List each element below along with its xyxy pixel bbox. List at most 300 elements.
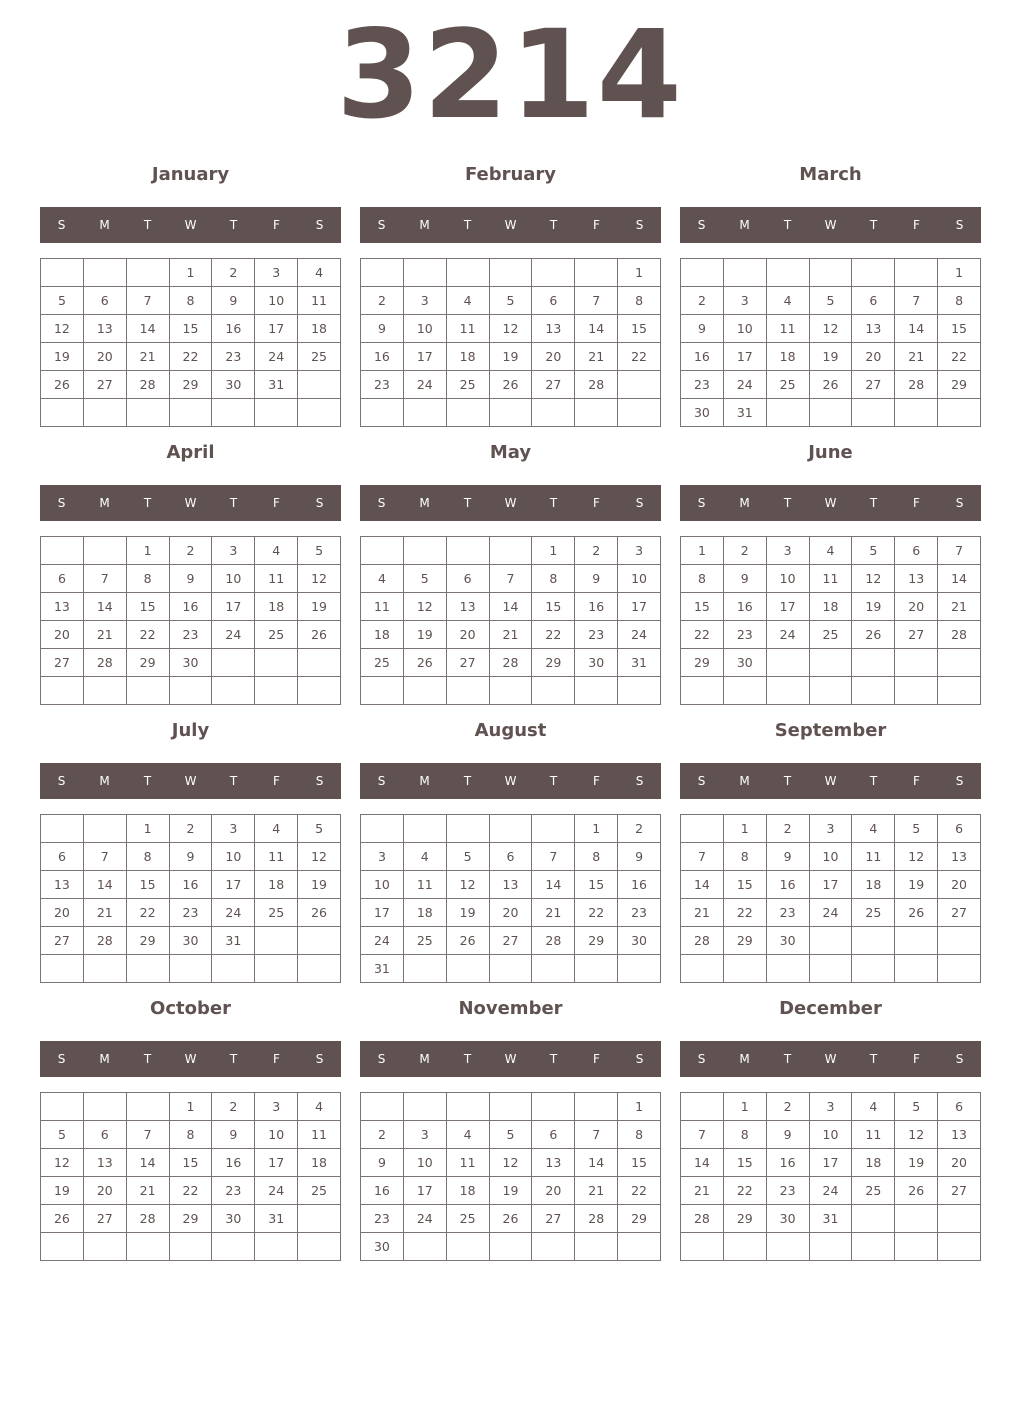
day-cell: 18 <box>810 593 853 621</box>
day-cell: 18 <box>852 1149 895 1177</box>
day-cell <box>532 1233 575 1261</box>
day-cell <box>532 815 575 843</box>
day-cell: 25 <box>852 899 895 927</box>
day-cell: 13 <box>532 315 575 343</box>
day-cell <box>490 399 533 427</box>
weekday-label: M <box>419 774 430 788</box>
day-cell: 25 <box>852 1177 895 1205</box>
day-cell <box>298 371 341 399</box>
day-cell: 13 <box>447 593 490 621</box>
day-cell: 22 <box>170 343 213 371</box>
weekday-label: T <box>463 496 472 510</box>
day-cell: 17 <box>404 1177 447 1205</box>
day-cell: 11 <box>447 315 490 343</box>
day-cell <box>681 1093 724 1121</box>
day-cell: 31 <box>724 399 767 427</box>
day-cell <box>938 677 981 705</box>
day-cell: 4 <box>447 1121 490 1149</box>
weekday-label: F <box>593 774 600 788</box>
day-cell <box>618 677 661 705</box>
day-cell <box>41 259 84 287</box>
day-cell <box>852 259 895 287</box>
month-title: July <box>171 720 210 741</box>
day-cell: 22 <box>575 899 618 927</box>
day-cell: 19 <box>41 1177 84 1205</box>
day-cell: 22 <box>618 343 661 371</box>
day-cell: 6 <box>532 1121 575 1149</box>
day-cell: 8 <box>170 1121 213 1149</box>
day-cell: 3 <box>810 1093 853 1121</box>
day-cell: 24 <box>404 371 447 399</box>
day-grid <box>360 1092 661 1261</box>
year-title: 3214 <box>336 4 684 146</box>
day-cell <box>298 1205 341 1233</box>
weekday-label: M <box>739 1052 750 1066</box>
weekday-label: S <box>697 218 706 232</box>
day-cell <box>447 399 490 427</box>
day-cell: 7 <box>938 537 981 565</box>
day-cell: 2 <box>170 537 213 565</box>
weekday-label: T <box>229 774 238 788</box>
day-cell: 17 <box>810 1149 853 1177</box>
weekday-label: S <box>57 774 66 788</box>
month-title: August <box>474 720 547 741</box>
weekday-label: W <box>184 774 197 788</box>
weekday-label: M <box>739 496 750 510</box>
weekday-label: S <box>377 774 386 788</box>
day-cell <box>724 259 767 287</box>
day-cell: 14 <box>681 1149 724 1177</box>
day-cell: 14 <box>490 593 533 621</box>
day-cell: 20 <box>41 899 84 927</box>
day-cell <box>41 955 84 983</box>
weekday-label: T <box>783 774 792 788</box>
day-cell <box>810 259 853 287</box>
weekday-label: T <box>229 1052 238 1066</box>
day-cell <box>681 955 724 983</box>
day-cell <box>127 1093 170 1121</box>
day-cell <box>298 399 341 427</box>
day-cell <box>447 259 490 287</box>
day-cell <box>618 371 661 399</box>
day-cell: 12 <box>895 843 938 871</box>
day-cell <box>404 1233 447 1261</box>
weekday-label: T <box>549 1052 558 1066</box>
day-cell: 15 <box>170 315 213 343</box>
day-cell: 2 <box>724 537 767 565</box>
day-cell: 7 <box>490 565 533 593</box>
day-cell: 10 <box>810 843 853 871</box>
day-cell: 31 <box>810 1205 853 1233</box>
day-cell: 27 <box>84 371 127 399</box>
day-cell: 17 <box>724 343 767 371</box>
day-cell: 3 <box>767 537 810 565</box>
day-cell: 15 <box>618 1149 661 1177</box>
day-cell: 9 <box>212 287 255 315</box>
day-cell: 18 <box>447 343 490 371</box>
day-cell <box>41 537 84 565</box>
day-cell <box>767 649 810 677</box>
day-cell: 27 <box>490 927 533 955</box>
day-cell: 22 <box>681 621 724 649</box>
day-cell: 15 <box>618 315 661 343</box>
day-cell <box>681 259 724 287</box>
day-cell: 26 <box>298 621 341 649</box>
weekday-label: S <box>635 1052 644 1066</box>
day-cell <box>490 1093 533 1121</box>
day-cell: 20 <box>84 343 127 371</box>
day-cell: 23 <box>170 899 213 927</box>
day-cell: 7 <box>84 565 127 593</box>
day-cell: 24 <box>810 899 853 927</box>
weekday-label: T <box>229 218 238 232</box>
day-cell: 11 <box>298 1121 341 1149</box>
day-cell <box>84 677 127 705</box>
day-cell <box>575 259 618 287</box>
day-cell: 28 <box>127 371 170 399</box>
day-cell: 30 <box>767 927 810 955</box>
day-cell: 26 <box>41 1205 84 1233</box>
day-cell: 24 <box>361 927 404 955</box>
day-cell: 14 <box>681 871 724 899</box>
day-cell <box>618 399 661 427</box>
day-cell: 6 <box>852 287 895 315</box>
day-cell: 9 <box>767 843 810 871</box>
day-cell: 7 <box>575 1121 618 1149</box>
day-cell <box>255 927 298 955</box>
day-cell: 29 <box>127 649 170 677</box>
day-cell: 15 <box>127 593 170 621</box>
day-cell: 3 <box>404 1121 447 1149</box>
day-cell: 10 <box>724 315 767 343</box>
day-cell: 1 <box>532 537 575 565</box>
day-cell: 27 <box>938 899 981 927</box>
weekday-label: F <box>593 1052 600 1066</box>
day-cell: 1 <box>575 815 618 843</box>
day-cell: 20 <box>938 871 981 899</box>
day-cell: 12 <box>41 1149 84 1177</box>
day-cell: 1 <box>618 1093 661 1121</box>
day-cell: 17 <box>810 871 853 899</box>
day-grid <box>40 536 341 705</box>
day-cell: 21 <box>127 1177 170 1205</box>
day-grid <box>40 1092 341 1261</box>
day-cell <box>490 677 533 705</box>
weekday-label: W <box>504 1052 517 1066</box>
day-cell <box>361 815 404 843</box>
day-cell <box>938 955 981 983</box>
day-cell: 14 <box>127 1149 170 1177</box>
day-cell: 2 <box>767 815 810 843</box>
day-cell: 21 <box>490 621 533 649</box>
day-cell: 21 <box>532 899 575 927</box>
weekday-label: W <box>824 774 837 788</box>
day-cell: 24 <box>767 621 810 649</box>
day-cell: 29 <box>938 371 981 399</box>
weekday-label: M <box>739 218 750 232</box>
day-cell: 12 <box>41 315 84 343</box>
day-cell: 8 <box>724 1121 767 1149</box>
day-cell: 20 <box>532 1177 575 1205</box>
day-cell: 23 <box>212 343 255 371</box>
weekday-label: S <box>635 218 644 232</box>
day-cell: 23 <box>618 899 661 927</box>
day-cell <box>127 677 170 705</box>
day-cell <box>255 677 298 705</box>
day-cell <box>575 677 618 705</box>
day-cell <box>852 399 895 427</box>
day-cell: 17 <box>361 899 404 927</box>
day-cell: 9 <box>170 565 213 593</box>
day-cell: 31 <box>618 649 661 677</box>
day-cell <box>298 1233 341 1261</box>
weekday-label: M <box>99 218 110 232</box>
day-cell: 19 <box>490 343 533 371</box>
day-cell: 25 <box>298 1177 341 1205</box>
day-cell: 16 <box>575 593 618 621</box>
day-cell: 19 <box>41 343 84 371</box>
day-cell <box>84 399 127 427</box>
day-cell <box>767 399 810 427</box>
day-grid <box>40 814 341 983</box>
day-cell: 18 <box>298 315 341 343</box>
day-cell: 26 <box>895 899 938 927</box>
weekday-label: T <box>463 1052 472 1066</box>
day-cell: 18 <box>404 899 447 927</box>
weekday-label: S <box>635 496 644 510</box>
day-cell: 14 <box>84 593 127 621</box>
day-cell: 29 <box>170 1205 213 1233</box>
weekday-label: W <box>504 218 517 232</box>
day-cell: 18 <box>298 1149 341 1177</box>
day-cell: 3 <box>212 815 255 843</box>
day-cell <box>361 399 404 427</box>
day-cell: 15 <box>170 1149 213 1177</box>
weekday-label: W <box>184 1052 197 1066</box>
day-cell: 8 <box>618 287 661 315</box>
day-cell: 26 <box>810 371 853 399</box>
weekday-header <box>40 1041 341 1077</box>
weekday-label: F <box>593 496 600 510</box>
day-cell: 2 <box>212 1093 255 1121</box>
day-cell: 18 <box>255 593 298 621</box>
day-cell: 22 <box>127 621 170 649</box>
day-cell: 30 <box>170 649 213 677</box>
day-cell: 11 <box>298 287 341 315</box>
day-cell: 22 <box>724 1177 767 1205</box>
day-cell <box>895 1205 938 1233</box>
weekday-label: T <box>143 496 152 510</box>
weekday-header <box>680 207 981 243</box>
day-cell: 29 <box>532 649 575 677</box>
day-cell: 10 <box>255 1121 298 1149</box>
day-cell: 1 <box>170 259 213 287</box>
day-cell: 12 <box>447 871 490 899</box>
weekday-label: S <box>377 496 386 510</box>
day-cell: 21 <box>938 593 981 621</box>
weekday-label: S <box>697 774 706 788</box>
day-cell: 27 <box>852 371 895 399</box>
day-cell <box>170 1233 213 1261</box>
day-cell <box>767 677 810 705</box>
day-cell: 10 <box>255 287 298 315</box>
day-cell <box>490 537 533 565</box>
day-cell: 11 <box>361 593 404 621</box>
day-cell <box>895 927 938 955</box>
day-cell <box>532 259 575 287</box>
day-cell: 3 <box>255 1093 298 1121</box>
day-cell: 5 <box>447 843 490 871</box>
day-cell: 8 <box>618 1121 661 1149</box>
weekday-label: F <box>593 218 600 232</box>
day-cell <box>938 399 981 427</box>
day-cell <box>575 1233 618 1261</box>
month-title: October <box>150 998 231 1019</box>
day-cell: 28 <box>575 371 618 399</box>
day-cell <box>938 649 981 677</box>
day-cell: 14 <box>575 1149 618 1177</box>
month-title: March <box>799 164 862 185</box>
day-cell <box>212 399 255 427</box>
day-cell <box>404 815 447 843</box>
day-cell: 2 <box>361 1121 404 1149</box>
day-cell: 27 <box>41 927 84 955</box>
month-title: February <box>464 164 557 185</box>
day-cell: 24 <box>255 343 298 371</box>
day-cell: 18 <box>255 871 298 899</box>
day-cell <box>84 259 127 287</box>
weekday-label: T <box>783 496 792 510</box>
day-cell: 13 <box>490 871 533 899</box>
day-cell: 16 <box>212 1149 255 1177</box>
day-cell: 10 <box>404 315 447 343</box>
weekday-header <box>360 485 661 521</box>
day-cell: 26 <box>298 899 341 927</box>
month-title: May <box>489 442 532 463</box>
weekday-label: F <box>273 1052 280 1066</box>
day-cell: 26 <box>852 621 895 649</box>
day-cell <box>127 1233 170 1261</box>
weekday-label: F <box>273 218 280 232</box>
day-cell: 2 <box>361 287 404 315</box>
day-cell: 5 <box>41 1121 84 1149</box>
day-cell: 8 <box>127 565 170 593</box>
day-cell: 21 <box>84 621 127 649</box>
day-cell: 26 <box>490 1205 533 1233</box>
day-cell <box>212 955 255 983</box>
month-title: January <box>151 164 230 185</box>
day-cell: 21 <box>895 343 938 371</box>
day-cell <box>361 1093 404 1121</box>
day-cell: 24 <box>810 1177 853 1205</box>
day-cell <box>681 815 724 843</box>
weekday-label: M <box>419 1052 430 1066</box>
day-cell: 28 <box>681 927 724 955</box>
month-title: December <box>779 998 882 1019</box>
day-cell: 21 <box>575 1177 618 1205</box>
day-cell <box>810 399 853 427</box>
day-cell: 12 <box>490 315 533 343</box>
day-cell <box>895 259 938 287</box>
weekday-label: M <box>419 496 430 510</box>
day-cell <box>575 955 618 983</box>
day-cell: 29 <box>127 927 170 955</box>
day-cell: 6 <box>84 1121 127 1149</box>
day-cell: 20 <box>532 343 575 371</box>
day-cell: 19 <box>810 343 853 371</box>
day-cell: 11 <box>767 315 810 343</box>
day-cell: 4 <box>255 537 298 565</box>
day-cell: 9 <box>681 315 724 343</box>
day-cell: 23 <box>212 1177 255 1205</box>
day-cell <box>127 399 170 427</box>
day-cell: 30 <box>212 371 255 399</box>
day-cell: 29 <box>618 1205 661 1233</box>
day-cell: 11 <box>255 843 298 871</box>
day-cell: 1 <box>127 815 170 843</box>
day-cell: 21 <box>127 343 170 371</box>
day-cell: 30 <box>575 649 618 677</box>
day-cell: 29 <box>170 371 213 399</box>
day-cell: 16 <box>361 343 404 371</box>
day-cell: 15 <box>724 871 767 899</box>
day-cell: 24 <box>255 1177 298 1205</box>
day-cell: 28 <box>84 927 127 955</box>
day-cell: 30 <box>170 927 213 955</box>
weekday-label: T <box>869 774 878 788</box>
day-cell: 7 <box>575 287 618 315</box>
day-cell: 15 <box>724 1149 767 1177</box>
day-cell <box>938 1205 981 1233</box>
weekday-label: S <box>57 218 66 232</box>
day-cell: 2 <box>618 815 661 843</box>
day-cell <box>852 649 895 677</box>
day-cell: 24 <box>618 621 661 649</box>
day-cell <box>447 537 490 565</box>
day-cell: 29 <box>724 1205 767 1233</box>
day-cell: 17 <box>767 593 810 621</box>
day-cell: 8 <box>532 565 575 593</box>
day-cell: 24 <box>404 1205 447 1233</box>
day-cell: 12 <box>404 593 447 621</box>
day-cell: 14 <box>84 871 127 899</box>
day-cell: 17 <box>255 1149 298 1177</box>
day-cell: 18 <box>852 871 895 899</box>
weekday-label: M <box>419 218 430 232</box>
day-cell: 30 <box>724 649 767 677</box>
day-cell: 27 <box>532 371 575 399</box>
day-cell: 2 <box>767 1093 810 1121</box>
day-cell: 15 <box>127 871 170 899</box>
month-title: November <box>458 998 563 1019</box>
day-cell: 3 <box>618 537 661 565</box>
weekday-label: S <box>315 496 324 510</box>
day-cell: 23 <box>170 621 213 649</box>
day-cell: 23 <box>681 371 724 399</box>
day-cell: 3 <box>361 843 404 871</box>
weekday-label: S <box>635 774 644 788</box>
day-cell: 28 <box>681 1205 724 1233</box>
day-cell: 29 <box>724 927 767 955</box>
day-cell <box>41 399 84 427</box>
day-cell <box>404 259 447 287</box>
day-cell: 4 <box>298 259 341 287</box>
day-cell: 4 <box>447 287 490 315</box>
day-cell: 2 <box>212 259 255 287</box>
day-cell: 3 <box>255 259 298 287</box>
day-cell: 16 <box>767 1149 810 1177</box>
weekday-label: T <box>143 1052 152 1066</box>
